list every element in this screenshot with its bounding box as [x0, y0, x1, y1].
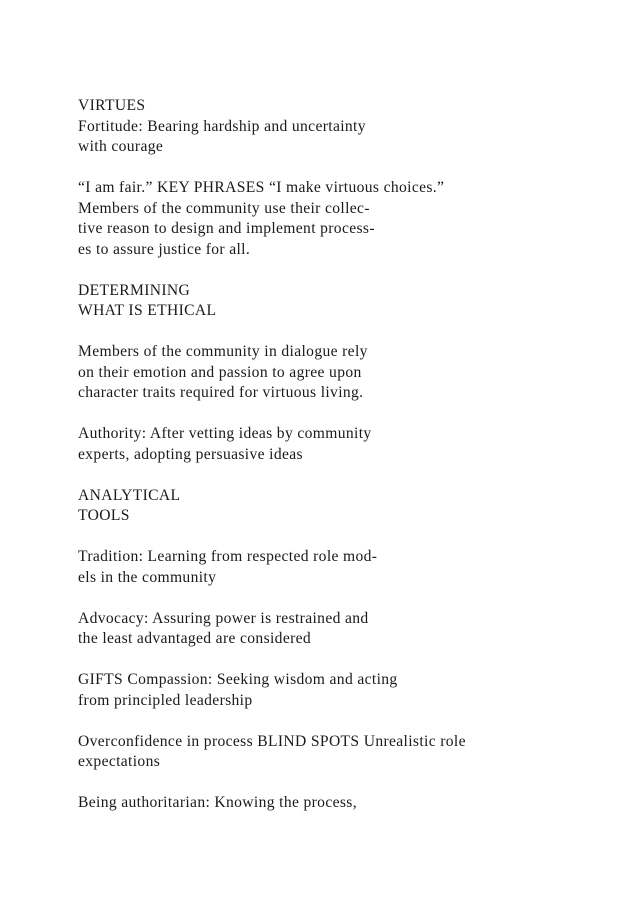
- heading-tools: TOOLS: [78, 507, 130, 524]
- text-line: Being authoritarian: Knowing the process,: [78, 794, 357, 811]
- text-line: els in the community: [78, 568, 217, 586]
- paragraph-dialogue: [78, 342, 618, 404]
- paragraph-advocacy: [78, 609, 618, 650]
- text-line: Overconfidence in process BLIND SPOTS Unrealistic role: [78, 732, 466, 750]
- text-line: with courage: [78, 138, 164, 155]
- paragraph-determining: [78, 281, 618, 322]
- paragraph-virtues: [78, 96, 618, 158]
- text-line: from principled leadership: [78, 691, 253, 709]
- document-body: [78, 96, 618, 834]
- text-line: “I am fair.” KEY PHRASES “I make virtuous choices.”: [78, 179, 445, 196]
- text-line: experts, adopting persuasive ideas: [78, 445, 303, 463]
- text-line: Advocacy: Assuring power is restrained and: [78, 609, 369, 627]
- text-line: Tradition: Learning from respected role mod-: [78, 548, 378, 565]
- paragraph-blind-spots: [78, 732, 618, 773]
- paragraph-key-phrases: [78, 178, 618, 260]
- paragraph-tradition: [78, 547, 618, 588]
- text-line: es to assure justice for all.: [78, 240, 251, 258]
- text-line: Members of the community in dialogue rely: [78, 343, 368, 360]
- text-line: tive reason to design and implement process-: [78, 220, 375, 237]
- text-line: Members of the community use their collec-: [78, 199, 370, 217]
- text-line: Authority: After vetting ideas by community: [78, 425, 372, 442]
- paragraph-authoritarian: [78, 793, 618, 814]
- heading-determining: DETERMINING: [78, 281, 191, 299]
- heading-what-is-ethical: WHAT IS ETHICAL: [78, 302, 217, 319]
- paragraph-analytical-tools: [78, 486, 618, 527]
- text-line: expectations: [78, 753, 161, 770]
- heading-virtues: VIRTUES: [78, 97, 146, 114]
- text-line: on their emotion and passion to agree upon: [78, 363, 362, 381]
- paragraph-gifts: [78, 670, 618, 711]
- text-line: character traits required for virtuous living.: [78, 384, 364, 401]
- text-line: GIFTS Compassion: Seeking wisdom and acting: [78, 671, 398, 688]
- text-line: Fortitude: Bearing hardship and uncertainty: [78, 117, 366, 135]
- text-line: the least advantaged are considered: [78, 630, 312, 647]
- paragraph-authority: [78, 424, 618, 465]
- heading-analytical: ANALYTICAL: [78, 486, 181, 504]
